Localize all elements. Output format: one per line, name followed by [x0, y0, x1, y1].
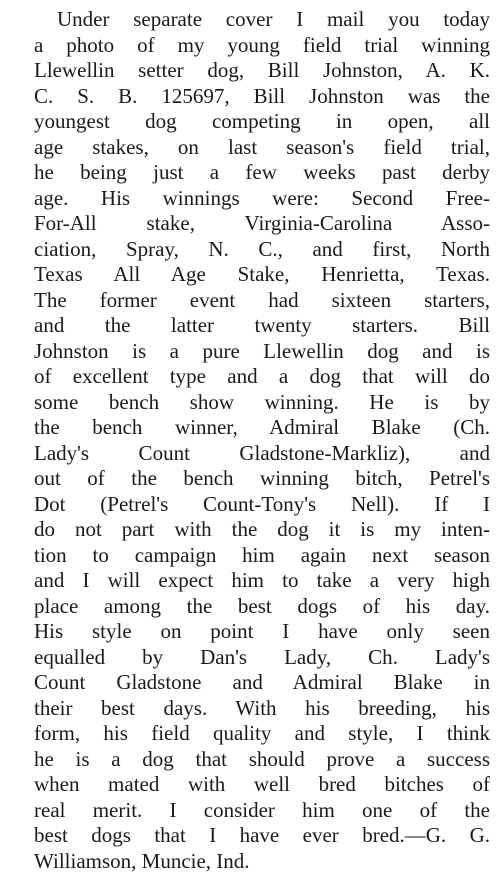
- text-line: a photo of my young field trial winning: [34, 33, 490, 59]
- text-line: when mated with well bred bitches of: [34, 772, 490, 798]
- text-line: best dogs that I have ever bred.—G. G.: [34, 823, 490, 849]
- text-line: Under separate cover I mail you today: [34, 7, 490, 33]
- text-line: and the latter twenty starters. Bill: [34, 313, 490, 339]
- text-line: and I will expect him to take a very high: [34, 568, 490, 594]
- text-line: youngest dog competing in open, all: [34, 109, 490, 135]
- text-line: Dot (Petrel's Count-Tony's Nell). If I: [34, 492, 490, 518]
- text-line: out of the bench winning bitch, Petrel's: [34, 466, 490, 492]
- text-line: age. His winnings were: Second Free-: [34, 186, 490, 212]
- text-line: the bench winner, Admiral Blake (Ch.: [34, 415, 490, 441]
- text-line: some bench show winning. He is by: [34, 390, 490, 416]
- text-line: Count Gladstone and Admiral Blake in: [34, 670, 490, 696]
- text-line: age stakes, on last season's field trial,: [34, 135, 490, 161]
- text-line: equalled by Dan's Lady, Ch. Lady's: [34, 645, 490, 671]
- text-line: Texas All Age Stake, Henrietta, Texas.: [34, 262, 490, 288]
- text-line: he being just a few weeks past derby: [34, 160, 490, 186]
- text-line: For-All stake, Virginia-Carolina Asso-: [34, 211, 490, 237]
- text-line: Llewellin setter dog, Bill Johnston, A. K.: [34, 58, 490, 84]
- text-line: their best days. With his breeding, his: [34, 696, 490, 722]
- text-line: place among the best dogs of his day.: [34, 594, 490, 620]
- text-line: of excellent type and a dog that will do: [34, 364, 490, 390]
- text-line: he is a dog that should prove a success: [34, 747, 490, 773]
- text-line: do not part with the dog it is my inten-: [34, 517, 490, 543]
- text-line: The former event had sixteen starters,: [34, 288, 490, 314]
- text-line: Lady's Count Gladstone-Markliz), and: [34, 441, 490, 467]
- text-line: tion to campaign him again next season: [34, 543, 490, 569]
- text-line: C. S. B. 125697, Bill Johnston was the: [34, 84, 490, 110]
- text-line: real merit. I consider him one of the: [34, 798, 490, 824]
- text-line: ciation, Spray, N. C., and first, North: [34, 237, 490, 263]
- text-line: Williamson, Muncie, Ind.: [34, 849, 490, 874]
- article-paragraph: [34, 7, 490, 874]
- text-line: form, his field quality and style, I think: [34, 721, 490, 747]
- text-line: His style on point I have only seen: [34, 619, 490, 645]
- text-line: Johnston is a pure Llewellin dog and is: [34, 339, 490, 365]
